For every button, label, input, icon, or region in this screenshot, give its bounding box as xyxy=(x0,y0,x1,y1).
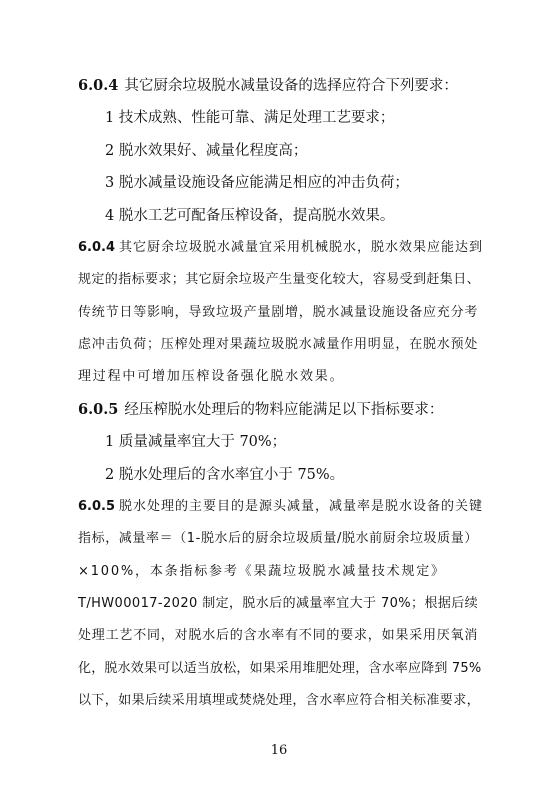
explanation-605-line-1 xyxy=(78,497,483,517)
clause-605-heading xyxy=(78,400,443,420)
explanation-605-number: 6.0.5 xyxy=(78,499,116,514)
explanation-605-line-2: 指标，减量率＝（1-脱水后的厨余垃圾质量/脱水前厨余垃圾质量） xyxy=(78,531,478,546)
clause-605-number: 6.0.5 xyxy=(78,401,119,418)
clause-605-item-2: 2 脱水处理后的含水率宜小于 75%。 xyxy=(105,467,345,483)
clause-605-title: 经压榨脱水处理后的物料应能满足以下指标要求： xyxy=(124,402,444,418)
clause-604-item-3: 3 脱水减量设施设备应能满足相应的冲击负荷； xyxy=(105,175,409,191)
explanation-605-line-6: 化，脱水效果可以适当放松，如果采用堆肥处理，含水率应降到 75% xyxy=(78,661,482,676)
clause-604-number: 6.0.4 xyxy=(78,77,119,94)
explanation-604-line-2: 规定的指标要求；其它厨余垃圾产生量变化较大，容易受到赶集日、 xyxy=(78,272,481,287)
clause-604-title: 其它厨余垃圾脱水减量设备的选择应符合下列要求： xyxy=(124,78,458,94)
explanation-605-line-3: ×100%，本条指标参考《果蔬垃圾脱水减量技术规定》 xyxy=(78,564,446,579)
explanation-604-text-1: 其它厨余垃圾脱水减量宜采用机械脱水，脱水效果应能达到 xyxy=(119,240,484,255)
explanation-605-line-4: T/HW00017-2020 制定，脱水后的减量率宜大于 70%；根据后续 xyxy=(78,596,479,611)
explanation-604-line-5: 理过程中可增加压榨设备强化脱水效果。 xyxy=(78,369,345,384)
clause-604-item-2: 2 脱水效果好、减量化程度高； xyxy=(105,143,308,159)
clause-604-heading xyxy=(78,76,458,96)
explanation-604-line-3: 传统节日等影响，导致垃圾产量剧增，脱水减量设施设备应充分考 xyxy=(78,305,479,320)
explanation-605-text-1: 脱水处理的主要目的是源头减量，减量率是脱水设备的关键 xyxy=(119,499,484,514)
clause-604-item-1: 1 技术成熟、性能可靠、满足处理工艺要求； xyxy=(105,110,395,126)
explanation-604-line-1 xyxy=(78,238,483,258)
explanation-605-line-7: 以下，如果后续采用填埋或焚烧处理，含水率应符合相关标准要求， xyxy=(78,693,481,708)
clause-604-item-4: 4 脱水工艺可配备压榨设备，提高脱水效果。 xyxy=(105,208,395,224)
explanation-604-line-4: 虑冲击负荷；压榨处理对果蔬垃圾脱水减量作用明显，在脱水预处 xyxy=(78,337,479,352)
clause-605-item-1: 1 质量减量率宜大于 70%； xyxy=(105,434,287,450)
explanation-605-line-5: 处理工艺不同，对脱水后的含水率有不同的要求，如果采用厌氧消 xyxy=(78,628,479,643)
page-number: 16 xyxy=(270,743,288,758)
explanation-604-number: 6.0.4 xyxy=(78,240,116,255)
